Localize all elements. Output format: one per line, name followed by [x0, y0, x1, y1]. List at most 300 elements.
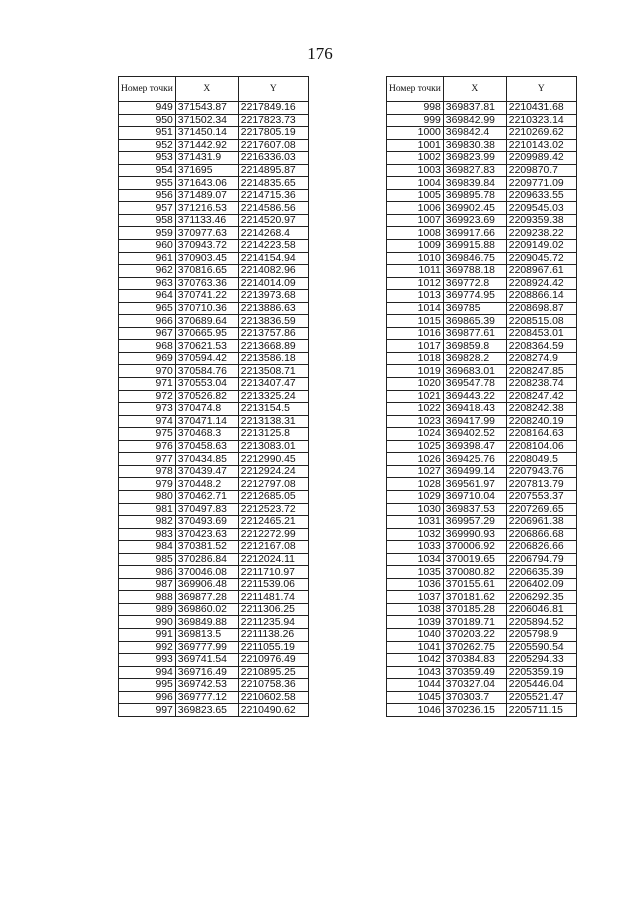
- y-cell: 2208049.5: [506, 453, 576, 466]
- table-row: [387, 478, 577, 491]
- x-cell: 370741.22: [175, 290, 238, 303]
- table-row: [119, 390, 309, 403]
- table-row: [387, 152, 577, 165]
- point-number-cell: 965: [119, 302, 176, 315]
- table-row: [119, 490, 309, 503]
- y-cell: 2206961.38: [506, 516, 576, 529]
- y-cell: 2213757.86: [238, 327, 308, 340]
- y-cell: 2213586.18: [238, 352, 308, 365]
- table-row: [387, 315, 577, 328]
- table-row: [119, 290, 309, 303]
- table-row: [387, 428, 577, 441]
- point-number-cell: 978: [119, 465, 176, 478]
- table-row: [387, 666, 577, 679]
- point-number-cell: 983: [119, 528, 176, 541]
- y-cell: 2213083.01: [238, 440, 308, 453]
- x-cell: 370497.83: [175, 503, 238, 516]
- point-number-cell: 970: [119, 365, 176, 378]
- x-cell: 370943.72: [175, 240, 238, 253]
- x-cell: 369860.02: [175, 603, 238, 616]
- y-cell: 2205294.33: [506, 654, 576, 667]
- x-cell: 370359.49: [443, 666, 506, 679]
- x-cell: 369837.81: [443, 102, 506, 115]
- table-row: [387, 114, 577, 127]
- point-number-cell: 1016: [387, 327, 444, 340]
- point-number-cell: 1003: [387, 164, 444, 177]
- table-row: [119, 591, 309, 604]
- y-cell: 2213886.63: [238, 302, 308, 315]
- table-row: [119, 440, 309, 453]
- point-number-cell: 992: [119, 641, 176, 654]
- point-number-cell: 956: [119, 189, 176, 202]
- point-number-cell: 957: [119, 202, 176, 215]
- y-cell: 2209771.09: [506, 177, 576, 190]
- x-cell: 369398.47: [443, 440, 506, 453]
- table-row: [119, 277, 309, 290]
- point-number-cell: 1023: [387, 415, 444, 428]
- point-number-cell: 976: [119, 440, 176, 453]
- point-number-cell: 1013: [387, 290, 444, 303]
- table-row: [387, 616, 577, 629]
- y-cell: 2213668.89: [238, 340, 308, 353]
- y-cell: 2214835.65: [238, 177, 308, 190]
- y-cell: 2210758.36: [238, 679, 308, 692]
- table-row: [119, 578, 309, 591]
- table-row: [119, 352, 309, 365]
- point-number-cell: 1002: [387, 152, 444, 165]
- point-number-cell: 1044: [387, 679, 444, 692]
- y-cell: 2208238.74: [506, 378, 576, 391]
- x-cell: 371442.92: [175, 139, 238, 152]
- point-number-cell: 1035: [387, 566, 444, 579]
- table-row: [387, 365, 577, 378]
- y-cell: 2209870.7: [506, 164, 576, 177]
- x-cell: 370584.76: [175, 365, 238, 378]
- table-row: [119, 340, 309, 353]
- table-row: [387, 503, 577, 516]
- point-number-cell: 1025: [387, 440, 444, 453]
- x-cell: 369683.01: [443, 365, 506, 378]
- x-cell: 369716.49: [175, 666, 238, 679]
- y-cell: 2209359.38: [506, 214, 576, 227]
- point-number-cell: 954: [119, 164, 176, 177]
- point-number-cell: 952: [119, 139, 176, 152]
- point-number-cell: 1028: [387, 478, 444, 491]
- point-number-cell: 959: [119, 227, 176, 240]
- table-row: [119, 265, 309, 278]
- y-cell: 2205711.15: [506, 704, 576, 717]
- table-row: [387, 378, 577, 391]
- x-cell: 370080.82: [443, 566, 506, 579]
- y-cell: 2210602.58: [238, 691, 308, 704]
- x-cell: 370434.85: [175, 453, 238, 466]
- y-cell: 2213138.31: [238, 415, 308, 428]
- y-cell: 2208274.9: [506, 352, 576, 365]
- point-number-cell: 1031: [387, 516, 444, 529]
- x-cell: 369842.4: [443, 127, 506, 140]
- point-number-cell: 968: [119, 340, 176, 353]
- header-x: X: [443, 77, 506, 102]
- y-cell: 2211138.26: [238, 628, 308, 641]
- x-cell: 369418.43: [443, 403, 506, 416]
- y-cell: 2207813.79: [506, 478, 576, 491]
- table-row: [119, 378, 309, 391]
- x-cell: 370203.22: [443, 628, 506, 641]
- point-number-cell: 958: [119, 214, 176, 227]
- point-number-cell: 996: [119, 691, 176, 704]
- page-number: 176: [307, 44, 333, 63]
- table-row: [387, 302, 577, 315]
- y-cell: 2208698.87: [506, 302, 576, 315]
- x-cell: 370185.28: [443, 603, 506, 616]
- x-cell: 369923.69: [443, 214, 506, 227]
- table-row: [119, 566, 309, 579]
- y-cell: 2209545.03: [506, 202, 576, 215]
- coordinates-table-left: [118, 76, 309, 717]
- table-row: [119, 603, 309, 616]
- point-number-cell: 1041: [387, 641, 444, 654]
- table-row: [119, 415, 309, 428]
- table-row: [387, 516, 577, 529]
- y-cell: 2209045.72: [506, 252, 576, 265]
- y-cell: 2212465.21: [238, 516, 308, 529]
- y-cell: 2212167.08: [238, 541, 308, 554]
- y-cell: 2205798.9: [506, 628, 576, 641]
- point-number-cell: 995: [119, 679, 176, 692]
- table-row: [387, 541, 577, 554]
- table-row: [119, 654, 309, 667]
- y-cell: 2216336.03: [238, 152, 308, 165]
- x-cell: 369425.76: [443, 453, 506, 466]
- y-cell: 2206292.35: [506, 591, 576, 604]
- y-cell: 2207553.37: [506, 490, 576, 503]
- point-number-cell: 1009: [387, 240, 444, 253]
- point-number-cell: 986: [119, 566, 176, 579]
- y-cell: 2213836.59: [238, 315, 308, 328]
- point-number-cell: 994: [119, 666, 176, 679]
- y-cell: 2211539.06: [238, 578, 308, 591]
- table-row: [119, 628, 309, 641]
- table-row: [119, 102, 309, 115]
- x-cell: 369839.84: [443, 177, 506, 190]
- point-number-cell: 955: [119, 177, 176, 190]
- x-cell: 370439.47: [175, 465, 238, 478]
- x-cell: 370553.04: [175, 378, 238, 391]
- point-number-cell: 1018: [387, 352, 444, 365]
- x-cell: 370710.36: [175, 302, 238, 315]
- x-cell: 369842.99: [443, 114, 506, 127]
- y-cell: 2206402.09: [506, 578, 576, 591]
- x-cell: 370189.71: [443, 616, 506, 629]
- point-number-cell: 1046: [387, 704, 444, 717]
- x-cell: 370471.14: [175, 415, 238, 428]
- x-cell: 369906.48: [175, 578, 238, 591]
- y-cell: 2213154.5: [238, 403, 308, 416]
- table-row: [119, 189, 309, 202]
- y-cell: 2217607.08: [238, 139, 308, 152]
- y-cell: 2208453.01: [506, 327, 576, 340]
- table-row: [387, 327, 577, 340]
- point-number-cell: 1022: [387, 403, 444, 416]
- table-row: [119, 139, 309, 152]
- point-number-cell: 961: [119, 252, 176, 265]
- table-row: [119, 252, 309, 265]
- x-cell: 369777.99: [175, 641, 238, 654]
- point-number-cell: 950: [119, 114, 176, 127]
- point-number-cell: 1024: [387, 428, 444, 441]
- y-cell: 2205894.52: [506, 616, 576, 629]
- point-number-cell: 1019: [387, 365, 444, 378]
- table-row: [119, 164, 309, 177]
- point-number-cell: 1034: [387, 553, 444, 566]
- y-cell: 2212272.99: [238, 528, 308, 541]
- y-cell: 2208240.19: [506, 415, 576, 428]
- x-cell: 371502.34: [175, 114, 238, 127]
- point-number-cell: 984: [119, 541, 176, 554]
- x-cell: 370327.04: [443, 679, 506, 692]
- x-cell: 370763.36: [175, 277, 238, 290]
- y-cell: 2208247.85: [506, 365, 576, 378]
- point-number-cell: 1015: [387, 315, 444, 328]
- y-cell: 2208164.63: [506, 428, 576, 441]
- point-number-cell: 981: [119, 503, 176, 516]
- table-row: [119, 227, 309, 240]
- table-row: [387, 252, 577, 265]
- y-cell: 2214223.58: [238, 240, 308, 253]
- x-cell: 369837.53: [443, 503, 506, 516]
- x-cell: 369917.66: [443, 227, 506, 240]
- header-point-number: Номер точки: [119, 77, 176, 102]
- point-number-cell: 1040: [387, 628, 444, 641]
- y-cell: 2213508.71: [238, 365, 308, 378]
- y-cell: 2208364.59: [506, 340, 576, 353]
- table-row: [119, 465, 309, 478]
- point-number-cell: 951: [119, 127, 176, 140]
- point-number-cell: 972: [119, 390, 176, 403]
- x-cell: 371216.53: [175, 202, 238, 215]
- point-number-cell: 971: [119, 378, 176, 391]
- x-cell: 369830.38: [443, 139, 506, 152]
- y-cell: 2214154.94: [238, 252, 308, 265]
- x-cell: 371133.46: [175, 214, 238, 227]
- table-row: [119, 453, 309, 466]
- y-cell: 2205359.19: [506, 666, 576, 679]
- x-cell: 371450.14: [175, 127, 238, 140]
- table-row: [387, 340, 577, 353]
- table-row: [119, 528, 309, 541]
- y-cell: 2214715.36: [238, 189, 308, 202]
- point-number-cell: 1036: [387, 578, 444, 591]
- table-row: [387, 679, 577, 692]
- point-number-cell: 1000: [387, 127, 444, 140]
- table-row: [387, 603, 577, 616]
- x-cell: 369849.88: [175, 616, 238, 629]
- x-cell: 370423.63: [175, 528, 238, 541]
- point-number-cell: 998: [387, 102, 444, 115]
- y-cell: 2214895.87: [238, 164, 308, 177]
- x-cell: 370236.15: [443, 704, 506, 717]
- y-cell: 2205590.54: [506, 641, 576, 654]
- table-row: [387, 654, 577, 667]
- y-cell: 2211481.74: [238, 591, 308, 604]
- x-cell: 370462.71: [175, 490, 238, 503]
- x-cell: 369827.83: [443, 164, 506, 177]
- table-row: [119, 127, 309, 140]
- point-number-cell: 1010: [387, 252, 444, 265]
- point-number-cell: 969: [119, 352, 176, 365]
- x-cell: 369990.93: [443, 528, 506, 541]
- table-row: [119, 553, 309, 566]
- y-cell: 2208104.06: [506, 440, 576, 453]
- table-row: [387, 490, 577, 503]
- x-cell: 370262.75: [443, 641, 506, 654]
- table-row: [119, 327, 309, 340]
- x-cell: 370526.82: [175, 390, 238, 403]
- y-cell: 2205521.47: [506, 691, 576, 704]
- table-row: [387, 641, 577, 654]
- table-row: [387, 440, 577, 453]
- table-header-row: [119, 77, 309, 102]
- point-number-cell: 1045: [387, 691, 444, 704]
- table-header-row: [387, 77, 577, 102]
- y-cell: 2206046.81: [506, 603, 576, 616]
- point-number-cell: 1039: [387, 616, 444, 629]
- point-number-cell: 1033: [387, 541, 444, 554]
- y-cell: 2210269.62: [506, 127, 576, 140]
- x-cell: 370621.53: [175, 340, 238, 353]
- x-cell: 371643.06: [175, 177, 238, 190]
- y-cell: 2211306.25: [238, 603, 308, 616]
- table-row: [387, 214, 577, 227]
- point-number-cell: 1032: [387, 528, 444, 541]
- x-cell: 370448.2: [175, 478, 238, 491]
- y-cell: 2212685.05: [238, 490, 308, 503]
- point-number-cell: 966: [119, 315, 176, 328]
- x-cell: 370977.63: [175, 227, 238, 240]
- table-row: [387, 177, 577, 190]
- y-cell: 2211235.94: [238, 616, 308, 629]
- x-cell: 369957.29: [443, 516, 506, 529]
- y-cell: 2208967.61: [506, 265, 576, 278]
- point-number-cell: 999: [387, 114, 444, 127]
- header-x: X: [175, 77, 238, 102]
- x-cell: 370381.52: [175, 541, 238, 554]
- y-cell: 2206866.68: [506, 528, 576, 541]
- table-row: [119, 114, 309, 127]
- header-y: Y: [506, 77, 576, 102]
- table-row: [387, 189, 577, 202]
- y-cell: 2208866.14: [506, 290, 576, 303]
- point-number-cell: 982: [119, 516, 176, 529]
- point-number-cell: 987: [119, 578, 176, 591]
- x-cell: 370493.69: [175, 516, 238, 529]
- y-cell: 2206635.39: [506, 566, 576, 579]
- y-cell: 2214268.4: [238, 227, 308, 240]
- point-number-cell: 964: [119, 290, 176, 303]
- table-row: [387, 528, 577, 541]
- point-number-cell: 1011: [387, 265, 444, 278]
- point-number-cell: 1006: [387, 202, 444, 215]
- y-cell: 2208924.42: [506, 277, 576, 290]
- point-number-cell: 973: [119, 403, 176, 416]
- table-row: [119, 365, 309, 378]
- y-cell: 2210431.68: [506, 102, 576, 115]
- x-cell: 369865.39: [443, 315, 506, 328]
- y-cell: 2208242.38: [506, 403, 576, 416]
- table-row: [387, 591, 577, 604]
- point-number-cell: 1043: [387, 666, 444, 679]
- table-row: [119, 177, 309, 190]
- x-cell: 369902.45: [443, 202, 506, 215]
- table-row: [387, 403, 577, 416]
- x-cell: 369877.61: [443, 327, 506, 340]
- y-cell: 2217823.73: [238, 114, 308, 127]
- x-cell: 370019.65: [443, 553, 506, 566]
- y-cell: 2212990.45: [238, 453, 308, 466]
- table-row: [387, 202, 577, 215]
- y-cell: 2209633.55: [506, 189, 576, 202]
- x-cell: 370468.3: [175, 428, 238, 441]
- x-cell: 369499.14: [443, 465, 506, 478]
- x-cell: 370181.62: [443, 591, 506, 604]
- y-cell: 2211710.97: [238, 566, 308, 579]
- table-row: [387, 566, 577, 579]
- point-number-cell: 1029: [387, 490, 444, 503]
- x-cell: 369772.8: [443, 277, 506, 290]
- y-cell: 2207943.76: [506, 465, 576, 478]
- header-y: Y: [238, 77, 308, 102]
- table-row: [119, 541, 309, 554]
- table-row: [119, 679, 309, 692]
- y-cell: 2208247.42: [506, 390, 576, 403]
- point-number-cell: 988: [119, 591, 176, 604]
- y-cell: 2213407.47: [238, 378, 308, 391]
- x-cell: 371695: [175, 164, 238, 177]
- table-row: [119, 666, 309, 679]
- table-row: [387, 164, 577, 177]
- y-cell: 2214014.09: [238, 277, 308, 290]
- x-cell: 371431.9: [175, 152, 238, 165]
- table-row: [119, 704, 309, 717]
- table-row: [119, 503, 309, 516]
- table-row: [387, 240, 577, 253]
- point-number-cell: 993: [119, 654, 176, 667]
- point-number-cell: 1014: [387, 302, 444, 315]
- x-cell: 370665.95: [175, 327, 238, 340]
- x-cell: 369402.52: [443, 428, 506, 441]
- table-row: [387, 704, 577, 717]
- y-cell: 2213125.8: [238, 428, 308, 441]
- table-row: [387, 352, 577, 365]
- point-number-cell: 967: [119, 327, 176, 340]
- point-number-cell: 1020: [387, 378, 444, 391]
- x-cell: 369823.65: [175, 704, 238, 717]
- x-cell: 370006.92: [443, 541, 506, 554]
- table-row: [119, 478, 309, 491]
- table-row: [387, 102, 577, 115]
- table-row: [119, 641, 309, 654]
- table-row: [119, 302, 309, 315]
- y-cell: 2212924.24: [238, 465, 308, 478]
- x-cell: 370816.65: [175, 265, 238, 278]
- table-row: [387, 453, 577, 466]
- x-cell: 370046.08: [175, 566, 238, 579]
- x-cell: 370903.45: [175, 252, 238, 265]
- x-cell: 371489.07: [175, 189, 238, 202]
- x-cell: 369859.8: [443, 340, 506, 353]
- table-row: [119, 516, 309, 529]
- x-cell: 369828.2: [443, 352, 506, 365]
